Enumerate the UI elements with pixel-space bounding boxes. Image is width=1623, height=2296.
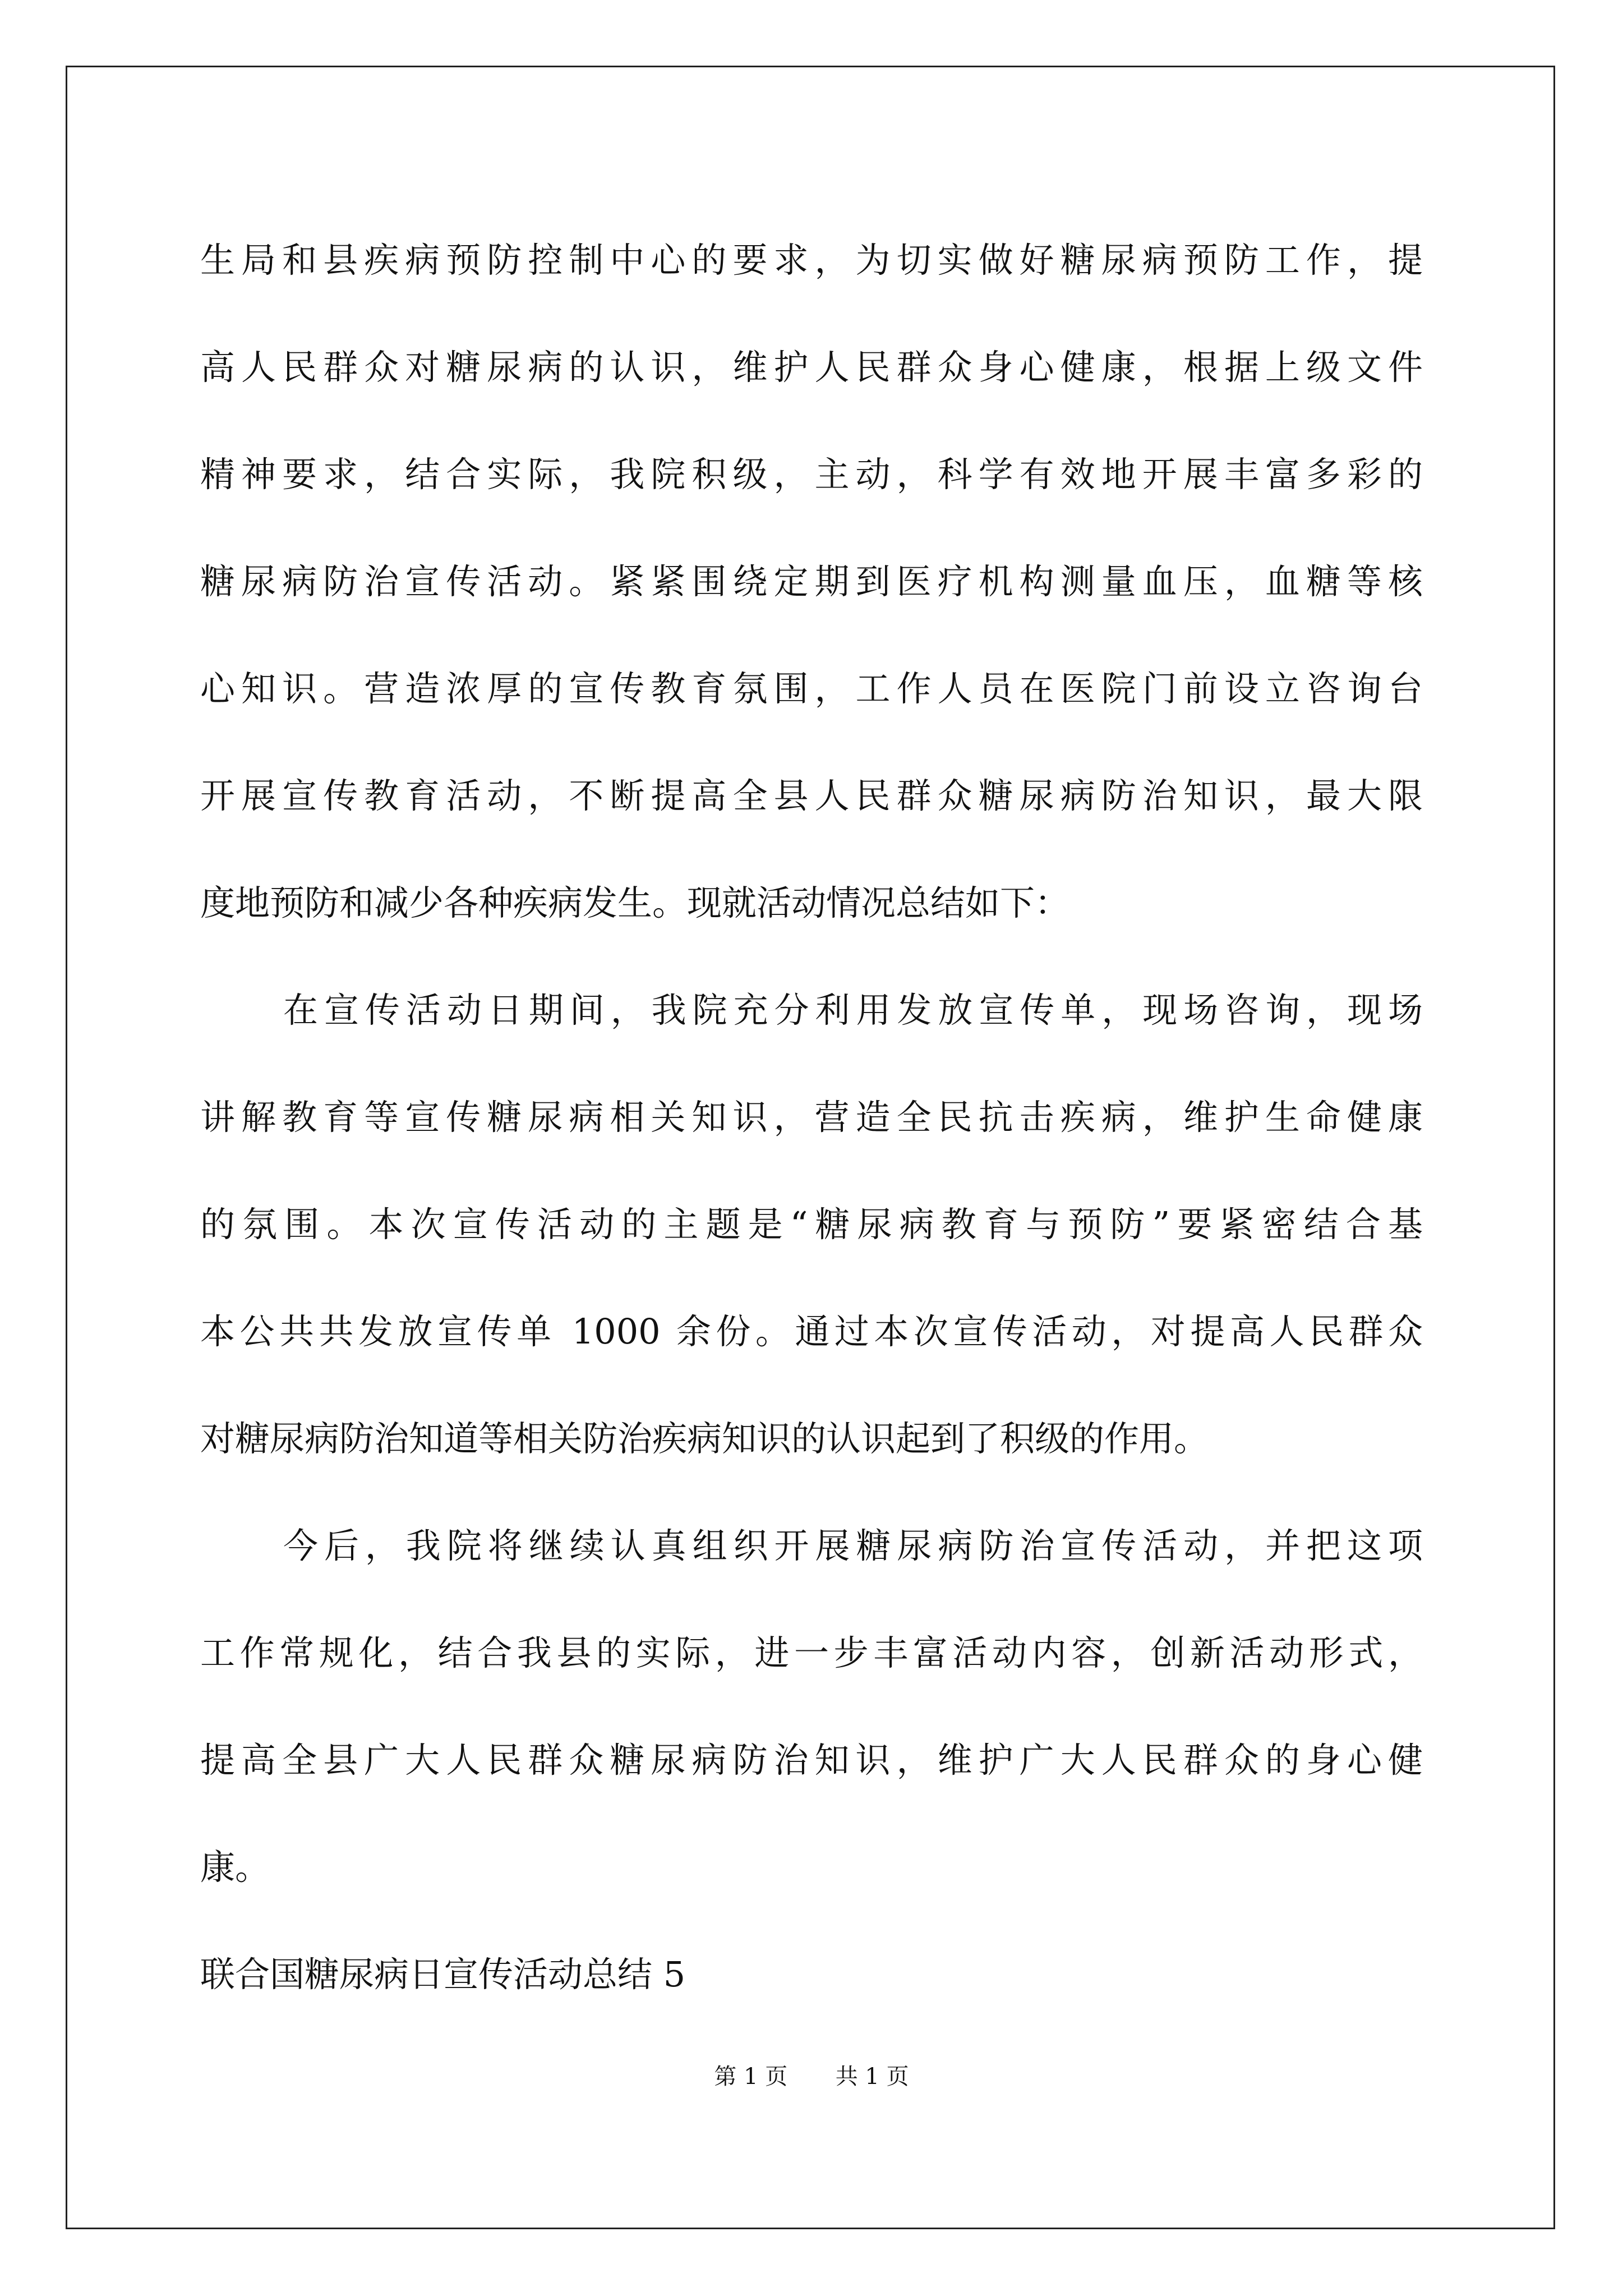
- paragraph-line: 提高全县广大人民群众糖尿病防治知识，维护广大人民群众的身心健: [200, 1740, 1423, 1780]
- paragraph-line: 在宣传活动日期间，我院充分利用发放宣传单，现场咨询，现场: [283, 990, 1423, 1030]
- section-heading: 联合国糖尿病日宣传活动总结 5: [200, 1954, 686, 1995]
- paragraph-line: 精神要求，结合实际，我院积级，主动，科学有效地开展丰富多彩的: [200, 454, 1423, 495]
- document-body: [200, 206, 1423, 2028]
- total-pages: 共 1 页: [835, 2064, 909, 2090]
- paragraph-line: 的氛围。本次宣传活动的主题是“糖尿病教育与预防”要紧密结合基: [200, 1204, 1423, 1245]
- paragraph-line: 讲解教育等宣传糖尿病相关知识，营造全民抗击疾病，维护生命健康: [200, 1097, 1423, 1138]
- paragraph-line: 度地预防和减少各种疾病发生。现就活动情况总结如下：: [200, 882, 1070, 923]
- paragraph-line: 开展宣传教育活动，不断提高全县人民群众糖尿病防治知识，最大限: [200, 775, 1423, 816]
- page-number: 第 1 页: [714, 2064, 788, 2090]
- paragraph-line: 今后，我院将继续认真组织开展糖尿病防治宣传活动，并把这项: [283, 1525, 1423, 1566]
- paragraph-line: 本公共共发放宣传单 1000 余份。通过本次宣传活动，对提高人民群众: [200, 1311, 1423, 1352]
- paragraph-line: 对糖尿病防治知道等相关防治疾病知识的认识起到了积级的作用。: [200, 1418, 1209, 1459]
- paragraph-line: 康。: [200, 1847, 270, 1888]
- paragraph-line: 高人民群众对糖尿病的认识，维护人民群众身心健康，根据上级文件: [200, 347, 1423, 388]
- page-footer: [0, 2060, 1623, 2093]
- paragraph-line: 生局和县疾病预防控制中心的要求，为切实做好糖尿病预防工作，提: [200, 240, 1423, 280]
- paragraph-line: 工作常规化，结合我县的实际，进一步丰富活动内容，创新活动形式，: [200, 1632, 1423, 1673]
- paragraph-line: 糖尿病防治宣传活动。紧紧围绕定期到医疗机构测量血压，血糖等核: [200, 561, 1423, 602]
- paragraph-line: 心知识。营造浓厚的宣传教育氛围，工作人员在医院门前设立咨询台: [200, 668, 1423, 709]
